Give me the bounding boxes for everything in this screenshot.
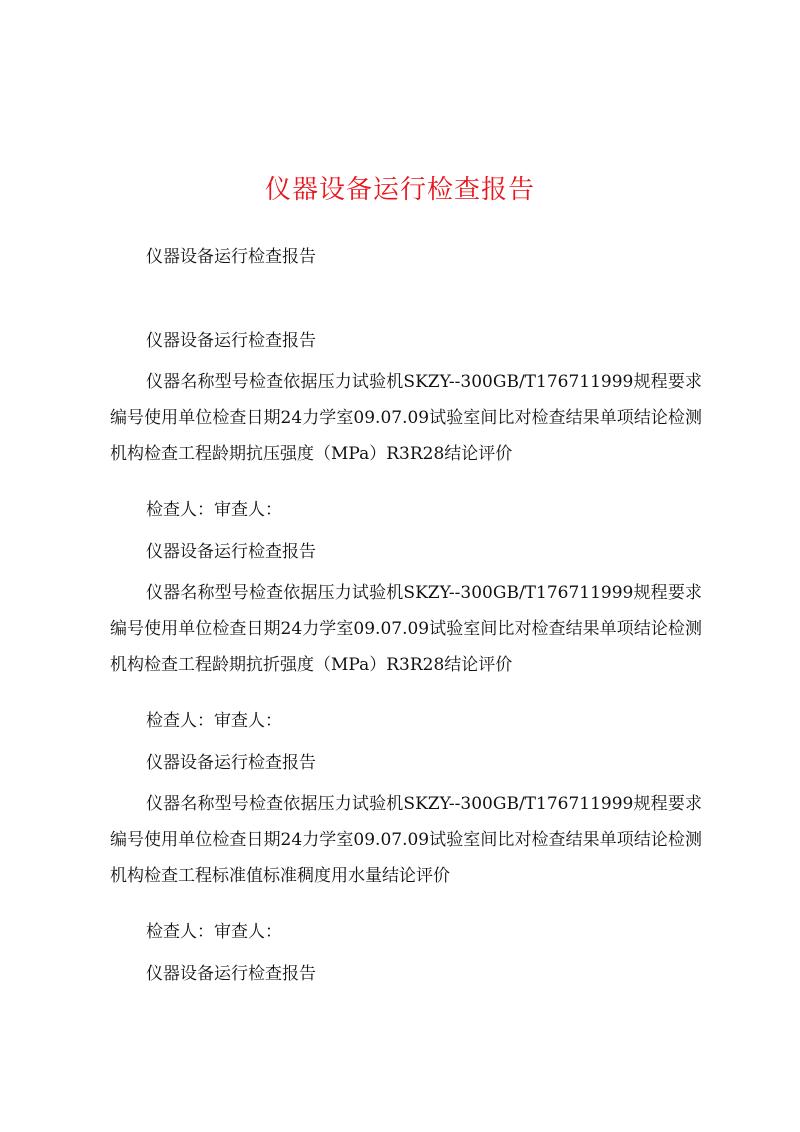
section-heading: 仪器设备运行检查报告 [146, 964, 316, 984]
section-heading: 仪器设备运行检查报告 [146, 542, 316, 562]
section-heading: 仪器设备运行检查报告 [146, 331, 316, 351]
signature-line: 检查人：审查人： [146, 922, 282, 942]
section-body: 仪器名称型号检查依据压力试验机SKZY--300GB/T176711999规程要求编号使用单位检查日期24力学室09.07.09试验室间比对检查结果单项结论检测机构检查工程龄期抗压强度（MPa）R3R28结论评价 [110, 372, 702, 464]
section-body: 仪器名称型号检查依据压力试验机SKZY--300GB/T176711999规程要求编号使用单位检查日期24力学室09.07.09试验室间比对检查结果单项结论检测机构检查工程标准值标准稠度用水量结论评价 [110, 794, 702, 886]
document-title: 仪器设备运行检查报告 [264, 175, 535, 205]
signature-line: 检查人：审查人： [146, 711, 282, 731]
section-heading: 仪器设备运行检查报告 [146, 753, 316, 773]
section-body: 仪器名称型号检查依据压力试验机SKZY--300GB/T176711999规程要求编号使用单位检查日期24力学室09.07.09试验室间比对检查结果单项结论检测机构检查工程龄期抗折强度（MPa）R3R28结论评价 [110, 583, 702, 675]
signature-line: 检查人：审查人： [146, 500, 282, 520]
intro-line: 仪器设备运行检查报告 [146, 247, 316, 267]
